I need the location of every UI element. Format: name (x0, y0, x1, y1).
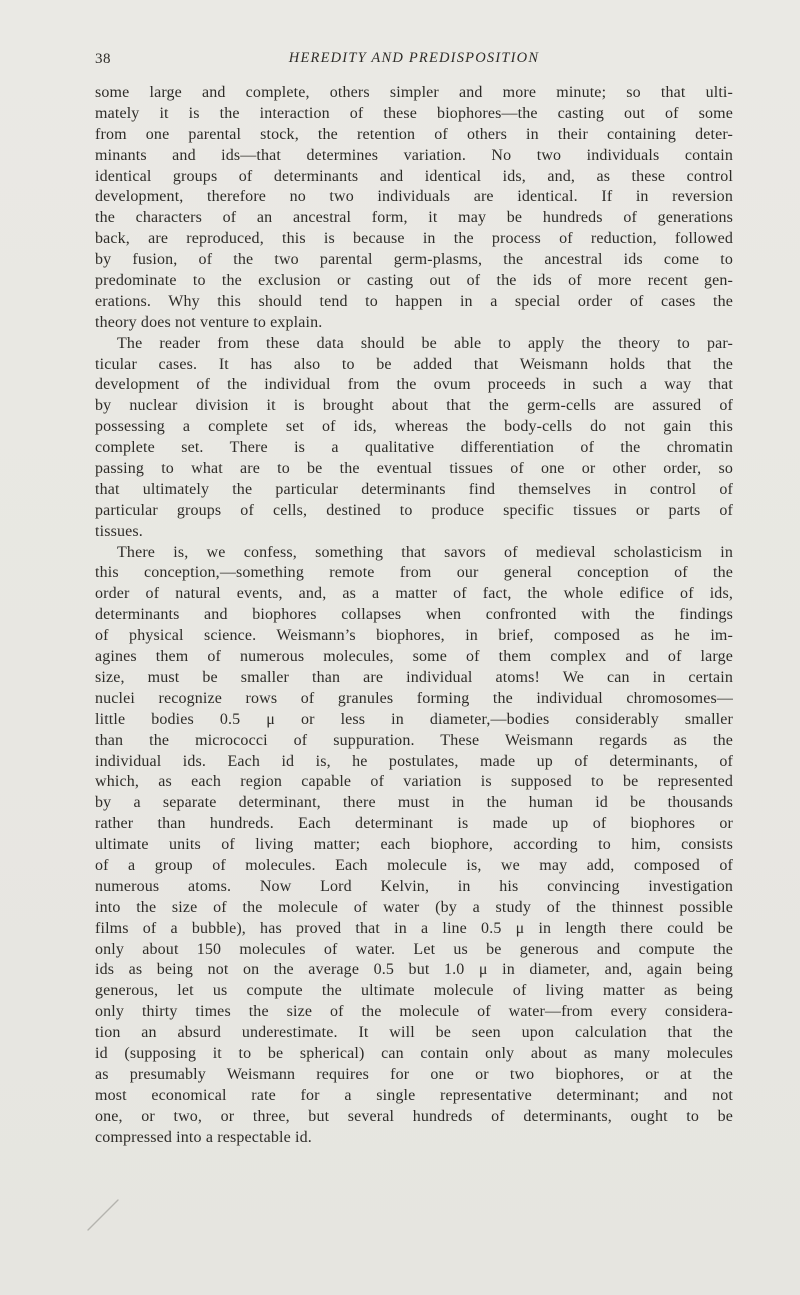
text-line: There is, we confess, something that savors of medieval scholasticism in (117, 543, 733, 561)
text-line: tion an absurd underestimate. It will be seen upon calculation that the (95, 1024, 733, 1042)
text-line: id (supposing it to be spherical) can contain only about as many molecules (95, 1044, 733, 1062)
text-line: tissues. (95, 522, 143, 540)
text-line: nuclei recognize rows of granules forming the individual chromosomes— (95, 689, 733, 707)
text-line: which, as each region capable of variation is supposed to be represented (95, 773, 733, 791)
text-line: minants and ids—that determines variation. No two individuals contain (95, 146, 733, 164)
page-number: 38 (95, 51, 111, 67)
body-text (95, 83, 733, 1148)
paragraph (95, 334, 733, 543)
text-line: by fusion, of the two parental germ-plasms, the ancestral ids come to (95, 251, 733, 269)
text-line: rather than hundreds. Each determinant is made up of biophores or (95, 815, 733, 833)
text-line: little bodies 0.5 μ or less in diameter,—bodies considerably smaller (95, 710, 733, 728)
text-line: films of a bubble), has proved that in a line 0.5 μ in length there could be (95, 919, 733, 937)
text-line: generous, let us compute the ultimate molecule of living matter as being (95, 982, 733, 1000)
text-line: by nuclear division it is brought about that the germ-cells are assured of (95, 397, 733, 415)
text-line: into the size of the molecule of water (by a study of the thinnest possible (95, 898, 733, 916)
text-line: the characters of an ancestral form, it may be hundreds of generations (95, 209, 733, 227)
text-line: order of natural events, and, as a matter of fact, the whole edifice of ids, (95, 585, 733, 603)
text-line: possessing a complete set of ids, whereas the body-cells do not gain this (95, 418, 733, 436)
text-line: that ultimately the particular determinants find themselves in control of (95, 480, 733, 498)
text-line: development of the individual from the ovum proceeds in such a way that (95, 376, 733, 394)
text-line: of physical science. Weismann’s biophores, in brief, composed as he im- (95, 627, 733, 645)
text-line: identical groups of determinants and identical ids, and, as these control (95, 167, 733, 185)
text-line: predominate to the exclusion or casting out of the ids of more recent gen- (95, 272, 733, 290)
text-line: ultimate units of living matter; each biophore, according to him, consists (95, 836, 733, 854)
text-line: most economical rate for a single representative determinant; and not (95, 1086, 733, 1104)
text-line: erations. Why this should tend to happen in a special order of cases the (95, 292, 733, 310)
running-title: HEREDITY AND PREDISPOSITION (288, 50, 540, 66)
text-line: by a separate determinant, there must in the human id be thousands (95, 794, 733, 812)
text-line: The reader from these data should be able to apply the theory to par- (117, 334, 733, 352)
text-line: theory does not venture to explain. (95, 313, 323, 331)
text-line: development, therefore no two individuals are identical. If in reversion (95, 188, 733, 206)
text-line: as presumably Weismann requires for one or two biophores, or at the (95, 1065, 733, 1083)
text-line: only thirty times the size of the molecule of water—from every considera- (95, 1003, 733, 1021)
page-header (95, 50, 733, 72)
text-line: of a group of molecules. Each molecule is, we may add, composed of (95, 856, 733, 874)
text-line: than the micrococci of suppuration. These Weismann regards as the (95, 731, 733, 749)
text-line: ids as being not on the average 0.5 but 1.0 μ in diameter, and, again being (95, 961, 733, 979)
text-line: individual ids. Each id is, he postulates, made up of determinants, of (95, 752, 733, 770)
text-line: compressed into a respectable id. (95, 1128, 312, 1146)
paragraph (95, 83, 733, 334)
text-line: back, are reproduced, this is because in the process of reduction, followed (95, 230, 733, 248)
text-line: some large and complete, others simpler and more minute; so that ulti- (95, 84, 733, 101)
text-line: agines them of numerous molecules, some of them complex and of large (95, 648, 733, 666)
text-line: numerous atoms. Now Lord Kelvin, in his convincing investigation (95, 877, 733, 895)
paragraph (95, 543, 733, 1149)
text-line: only about 150 molecules of water. Let us be generous and compute the (95, 940, 733, 958)
text-line: mately it is the interaction of these biophores—the casting out of some (95, 104, 733, 122)
text-line: particular groups of cells, destined to produce specific tissues or parts of (95, 501, 733, 519)
text-line: passing to what are to be the eventual tissues of one or other order, so (95, 460, 733, 478)
pencil-mark (84, 1196, 128, 1236)
text-line: one, or two, or three, but several hundreds of determinants, ought to be (95, 1107, 733, 1125)
text-line: complete set. There is a qualitative differentiation of the chromatin (95, 439, 733, 457)
text-line: determinants and biophores collapses when confronted with the findings (95, 606, 733, 624)
text-line: this conception,—something remote from our general conception of the (95, 564, 733, 582)
text-line: from one parental stock, the retention of others in their containing deter- (95, 125, 733, 143)
text-line: size, must be smaller than are individual atoms! We can in certain (95, 668, 733, 686)
text-line: ticular cases. It has also to be added that Weismann holds that the (95, 355, 733, 373)
